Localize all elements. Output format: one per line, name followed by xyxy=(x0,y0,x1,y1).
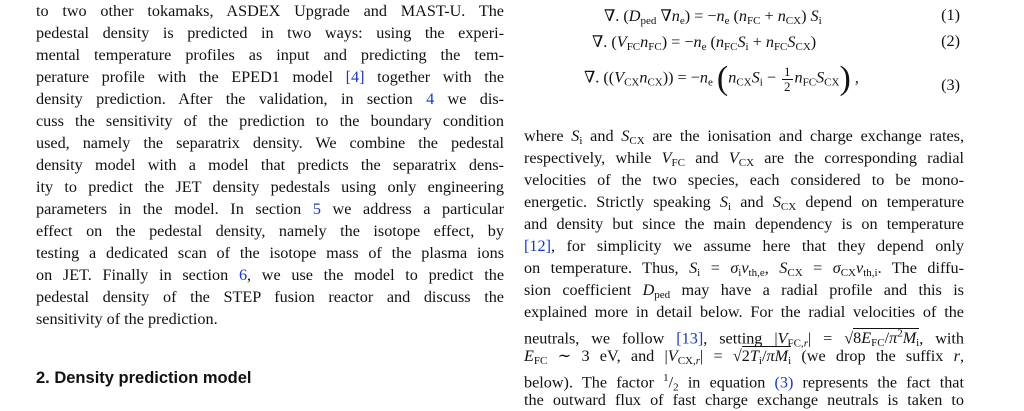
text-line: sion coefficient $D_{ped}$ may have a radial profile and this is xyxy=(524,281,964,301)
text-line: and density but since the main dependency is on temperature xyxy=(524,215,964,233)
text-line: velocities of the two species, each considered to be mono- xyxy=(524,171,964,189)
section-heading: 2. Density prediction model xyxy=(36,369,252,387)
text-line: perature profile with the EPED1 model [4] together with the xyxy=(36,68,505,86)
text-line: used, namely the separatrix density. We combine the pedestal xyxy=(36,134,504,152)
text-line: on JET. Finally in section 6, we use the model to predict the xyxy=(36,266,504,284)
text-line: cuss the sensitivity of the prediction to the boundary condition xyxy=(36,112,504,130)
text-line: [12], for simplicity we assume here that they depend only xyxy=(524,237,964,255)
text-line: $E_{FC}$ ∼ 3 eV, and $|V_{CX,r}| = √2T_i/\pi M_i$ (we drop the suffix r, xyxy=(524,347,965,367)
section-link[interactable]: 5 xyxy=(312,200,321,218)
text-line: pedestal density is predicted in two ways: using the experi- xyxy=(36,24,504,42)
fraction: $\frac{1}{2}$ xyxy=(784,63,791,94)
section-link[interactable]: 4 xyxy=(426,90,435,108)
citation-link[interactable]: [13] xyxy=(676,329,704,348)
equation-number: (2) xyxy=(941,32,960,50)
text-line: below). The factor $^1/_2$ in equation (3) represents the fact that xyxy=(524,372,964,394)
equation-2 xyxy=(524,28,964,58)
text-line: respectively, while $V_{FC}$ and $V_{CX}$ are the corresponding radial xyxy=(524,149,964,169)
citation-link[interactable]: [12] xyxy=(524,237,551,255)
text-line: explained more in detail below. For the radial velocities of the xyxy=(524,303,964,321)
text-line: on temperature. Thus, $S_i = \sigma_iv_{th,e}$, $S_{CX} = \sigma_{CX}v_{th,i}$. The diffu- xyxy=(524,259,964,279)
equation-3 xyxy=(524,60,964,104)
text-line: effect on the pedestal density, namely the isotope effect, by xyxy=(36,222,504,240)
text-line: density model with a model that predicts the separatrix dens- xyxy=(36,156,504,174)
text-line: to two other tokamaks, ASDEX Upgrade and MAST-U. The xyxy=(36,2,504,20)
text-line: parameters in the model. In section 5 we address a particular xyxy=(36,200,504,218)
text-line: where $S_i$ and $S_{CX}$ are the ionisation and charge exchange rates, xyxy=(524,127,965,147)
text-line: pedestal density of the STEP fusion reactor and discuss the xyxy=(36,288,504,306)
text-line: sensitivity of the prediction. xyxy=(36,310,218,328)
equation-number: (1) xyxy=(941,6,960,24)
text-line: density prediction. After the validation, in section 4 we dis- xyxy=(36,90,505,108)
text-line: the outward flux of fast charge exchange neutrals is taken to xyxy=(524,391,964,409)
equation-body: ∇. $(V_{FC}n_{FC}) = -n_e$ $(n_{FC}S_i + n_{FC}S_{CX})$ xyxy=(592,33,817,53)
equation-number: (3) xyxy=(941,76,960,94)
text-line: mental temperature profiles as input and predicting the tem- xyxy=(36,46,504,64)
text-line: neutrals, we follow [13], setting $|V_{FC,r}| = √8E_{FC}/\pi^2M_i$, with xyxy=(524,328,965,350)
equation-body: ∇. ($D_{ped}$ $\nabla n_e) = -n_e$ $(n_{FC} + n_{CX})$ $S_i$ xyxy=(604,7,822,27)
equation-body: ∇. $((V_{CX}n_{CX})) = -n_e$ ($n_{CX}S_i$ − $\frac{1}{2}$ $n_{FC}S_{CX}$) , xyxy=(584,60,859,97)
text-line: ity to predict the JET density pedestals using only engineering xyxy=(36,178,504,196)
citation-link[interactable]: [4] xyxy=(345,68,365,86)
text-line: energetic. Strictly speaking $S_i$ and $S_{CX}$ depend on temperature xyxy=(524,193,965,213)
equation-link[interactable]: (3) xyxy=(774,373,794,392)
text-line: testing a dedicated scan of the isotope mass of the plasma ions xyxy=(36,244,504,262)
section-link[interactable]: 6 xyxy=(238,266,248,284)
